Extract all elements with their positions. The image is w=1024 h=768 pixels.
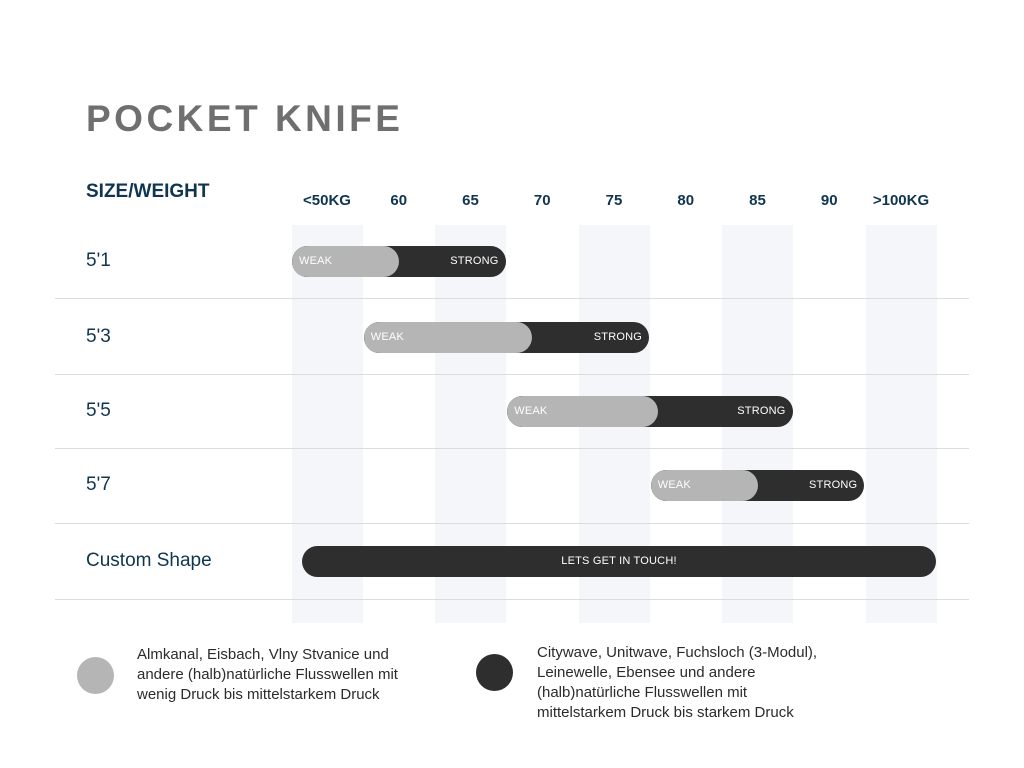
strong-label: STRONG — [737, 405, 786, 417]
strong-label: STRONG — [808, 479, 858, 491]
range-bar — [651, 470, 865, 501]
column-header: 80 — [677, 192, 695, 209]
legend-line: Citywave, Unitwave, Fuchsloch (3-Modul), — [537, 644, 818, 661]
row-label: 5'1 — [86, 250, 111, 271]
column-header: >100KG — [872, 192, 930, 209]
column-header: 85 — [749, 192, 766, 209]
row-label: 5'3 — [86, 326, 111, 347]
range-bar — [292, 246, 506, 277]
page-title: POCKET KNIFE — [86, 98, 404, 139]
weak-label: WEAK — [370, 331, 404, 343]
column-header: <50KG — [303, 192, 351, 209]
row-divider — [55, 298, 969, 299]
weak-label: WEAK — [514, 405, 548, 417]
row-label: 5'5 — [86, 400, 111, 421]
strong-label: STRONG — [450, 255, 499, 267]
column-header: 60 — [390, 192, 408, 209]
row-divider — [55, 599, 969, 600]
contact-label: LETS GET IN TOUCH! — [561, 555, 677, 567]
legend-line: mittelstarkem Druck bis starkem Druck — [537, 704, 794, 721]
row-divider — [55, 374, 969, 375]
row-divider — [55, 523, 969, 524]
column-header: 65 — [462, 192, 479, 209]
row-label: 5'7 — [86, 474, 111, 495]
legend-text — [537, 643, 817, 723]
legend-text — [137, 645, 398, 705]
column-header: 90 — [820, 192, 838, 209]
row-divider — [55, 448, 969, 449]
column-header: 70 — [533, 192, 551, 209]
legend-line: Almkanal, Eisbach, Vlny Stvanice und — [137, 646, 389, 663]
range-bar — [507, 396, 792, 427]
row-label: Custom Shape — [86, 550, 212, 571]
strong-label: STRONG — [593, 331, 642, 343]
weak-label: WEAK — [299, 255, 333, 267]
legend-swatch — [77, 657, 114, 694]
legend-line: Leinewelle, Ebensee und andere — [537, 664, 756, 681]
corner-label: SIZE/WEIGHT — [86, 181, 210, 202]
legend-line: wenig Druck bis mittelstarkem Druck — [137, 686, 380, 703]
legend-line: (halb)natürliche Flusswellen mit — [537, 684, 748, 701]
column-header: 75 — [605, 192, 623, 209]
legend-swatch — [476, 654, 513, 691]
legend-line: andere (halb)natürliche Flusswellen mit — [137, 666, 398, 683]
contact-bar[interactable] — [302, 546, 936, 577]
weak-label: WEAK — [657, 479, 691, 491]
range-bar — [364, 322, 649, 353]
